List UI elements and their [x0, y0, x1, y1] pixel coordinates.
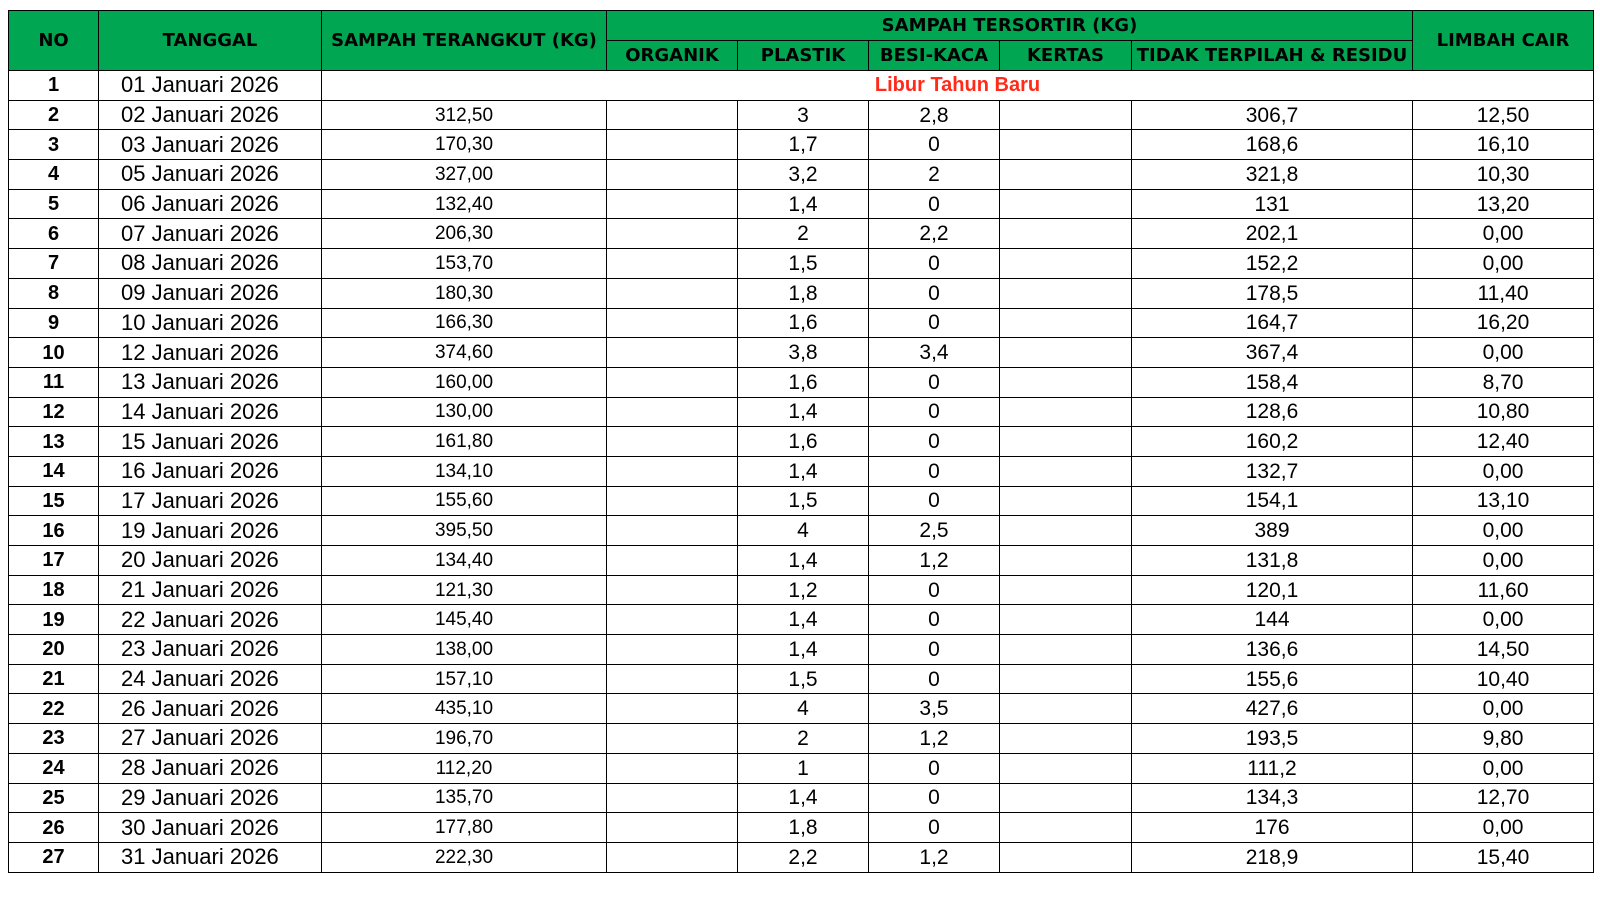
- cell-besi-kaca: 0: [869, 456, 1000, 486]
- cell-organik: [607, 249, 738, 279]
- table-row: [9, 842, 1594, 872]
- cell-kertas: [1000, 397, 1132, 427]
- cell-limbah-cair: 0,00: [1413, 546, 1594, 576]
- cell-besi-kaca: 0: [869, 130, 1000, 160]
- cell-no: 11: [9, 367, 99, 397]
- cell-terangkut: 395,50: [322, 516, 607, 546]
- cell-limbah-cair: 11,40: [1413, 278, 1594, 308]
- table-row: [9, 100, 1594, 130]
- cell-besi-kaca: 0: [869, 427, 1000, 457]
- table-body: [9, 71, 1594, 873]
- cell-tanggal: 19 Januari 2026: [99, 516, 322, 546]
- cell-residu: 202,1: [1132, 219, 1413, 249]
- cell-limbah-cair: 0,00: [1413, 813, 1594, 843]
- cell-residu: 389: [1132, 516, 1413, 546]
- cell-terangkut: 312,50: [322, 100, 607, 130]
- cell-tanggal: 24 Januari 2026: [99, 664, 322, 694]
- table-row: [9, 694, 1594, 724]
- cell-terangkut: 170,30: [322, 130, 607, 160]
- cell-organik: [607, 842, 738, 872]
- cell-besi-kaca: 0: [869, 605, 1000, 635]
- cell-besi-kaca: 1,2: [869, 724, 1000, 754]
- cell-tanggal: 16 Januari 2026: [99, 456, 322, 486]
- cell-organik: [607, 219, 738, 249]
- cell-organik: [607, 813, 738, 843]
- header-no: NO: [9, 11, 99, 71]
- cell-kertas: [1000, 456, 1132, 486]
- cell-terangkut: 435,10: [322, 694, 607, 724]
- cell-residu: 154,1: [1132, 486, 1413, 516]
- cell-besi-kaca: 1,2: [869, 842, 1000, 872]
- cell-kertas: [1000, 100, 1132, 130]
- cell-tanggal: 10 Januari 2026: [99, 308, 322, 338]
- table-row: [9, 160, 1594, 190]
- cell-kertas: [1000, 486, 1132, 516]
- cell-plastik: 1,5: [738, 486, 869, 516]
- cell-residu: 136,6: [1132, 635, 1413, 665]
- table-row: [9, 486, 1594, 516]
- cell-plastik: 3,8: [738, 338, 869, 368]
- cell-no: 10: [9, 338, 99, 368]
- table-row: [9, 783, 1594, 813]
- cell-organik: [607, 486, 738, 516]
- cell-besi-kaca: 0: [869, 278, 1000, 308]
- cell-kertas: [1000, 130, 1132, 160]
- cell-tanggal: 23 Januari 2026: [99, 635, 322, 665]
- cell-terangkut: 153,70: [322, 249, 607, 279]
- cell-besi-kaca: 0: [869, 813, 1000, 843]
- cell-no: 9: [9, 308, 99, 338]
- table-header: [9, 11, 1594, 71]
- cell-organik: [607, 516, 738, 546]
- cell-besi-kaca: 2,2: [869, 219, 1000, 249]
- cell-terangkut: 160,00: [322, 367, 607, 397]
- cell-residu: 321,8: [1132, 160, 1413, 190]
- cell-tanggal: 14 Januari 2026: [99, 397, 322, 427]
- cell-residu: 132,7: [1132, 456, 1413, 486]
- cell-organik: [607, 546, 738, 576]
- table-row: [9, 427, 1594, 457]
- cell-plastik: 1,4: [738, 189, 869, 219]
- cell-tanggal: 29 Januari 2026: [99, 783, 322, 813]
- cell-tanggal: 30 Januari 2026: [99, 813, 322, 843]
- cell-terangkut: 132,40: [322, 189, 607, 219]
- cell-plastik: 4: [738, 694, 869, 724]
- cell-kertas: [1000, 813, 1132, 843]
- cell-besi-kaca: 0: [869, 189, 1000, 219]
- header-organik: ORGANIK: [607, 41, 738, 71]
- cell-kertas: [1000, 664, 1132, 694]
- cell-plastik: 2: [738, 219, 869, 249]
- cell-tanggal: 03 Januari 2026: [99, 130, 322, 160]
- table-row: [9, 635, 1594, 665]
- cell-limbah-cair: 9,80: [1413, 724, 1594, 754]
- cell-kertas: [1000, 842, 1132, 872]
- cell-tanggal: 15 Januari 2026: [99, 427, 322, 457]
- table-row: [9, 219, 1594, 249]
- cell-organik: [607, 278, 738, 308]
- cell-residu: 160,2: [1132, 427, 1413, 457]
- cell-no: 21: [9, 664, 99, 694]
- table-row: [9, 813, 1594, 843]
- header-besi-kaca: BESI-KACA: [869, 41, 1000, 71]
- cell-residu: 168,6: [1132, 130, 1413, 160]
- cell-residu: 111,2: [1132, 753, 1413, 783]
- cell-residu: 218,9: [1132, 842, 1413, 872]
- cell-residu: 131,8: [1132, 546, 1413, 576]
- cell-limbah-cair: 0,00: [1413, 456, 1594, 486]
- cell-besi-kaca: 0: [869, 486, 1000, 516]
- table-row: [9, 308, 1594, 338]
- cell-terangkut: 134,10: [322, 456, 607, 486]
- header-tersortir: SAMPAH TERSORTIR (KG): [607, 11, 1413, 41]
- cell-tanggal: 26 Januari 2026: [99, 694, 322, 724]
- cell-no: 8: [9, 278, 99, 308]
- cell-plastik: 1,8: [738, 278, 869, 308]
- table-row: [9, 664, 1594, 694]
- cell-plastik: 1,5: [738, 249, 869, 279]
- cell-kertas: [1000, 605, 1132, 635]
- table-row: [9, 130, 1594, 160]
- cell-no: 12: [9, 397, 99, 427]
- cell-no: 25: [9, 783, 99, 813]
- cell-kertas: [1000, 516, 1132, 546]
- table-row: [9, 367, 1594, 397]
- cell-besi-kaca: 0: [869, 783, 1000, 813]
- cell-limbah-cair: 10,30: [1413, 160, 1594, 190]
- cell-limbah-cair: 0,00: [1413, 605, 1594, 635]
- cell-no: 18: [9, 575, 99, 605]
- cell-residu: 158,4: [1132, 367, 1413, 397]
- cell-limbah-cair: 8,70: [1413, 367, 1594, 397]
- cell-plastik: 1,4: [738, 546, 869, 576]
- cell-residu: 144: [1132, 605, 1413, 635]
- table-row: [9, 605, 1594, 635]
- cell-no: 19: [9, 605, 99, 635]
- cell-kertas: [1000, 575, 1132, 605]
- cell-limbah-cair: 12,50: [1413, 100, 1594, 130]
- cell-plastik: 3: [738, 100, 869, 130]
- cell-no: 1: [9, 71, 99, 101]
- cell-no: 27: [9, 842, 99, 872]
- table-row: [9, 516, 1594, 546]
- cell-tanggal: 20 Januari 2026: [99, 546, 322, 576]
- cell-residu: 427,6: [1132, 694, 1413, 724]
- cell-residu: 155,6: [1132, 664, 1413, 694]
- cell-tanggal: 13 Januari 2026: [99, 367, 322, 397]
- cell-residu: 120,1: [1132, 575, 1413, 605]
- cell-plastik: 2,2: [738, 842, 869, 872]
- cell-no: 22: [9, 694, 99, 724]
- cell-terangkut: 112,20: [322, 753, 607, 783]
- cell-residu: 152,2: [1132, 249, 1413, 279]
- cell-besi-kaca: 0: [869, 753, 1000, 783]
- cell-tanggal: 27 Januari 2026: [99, 724, 322, 754]
- cell-residu: 131: [1132, 189, 1413, 219]
- cell-tanggal: 28 Januari 2026: [99, 753, 322, 783]
- cell-kertas: [1000, 278, 1132, 308]
- cell-besi-kaca: 0: [869, 635, 1000, 665]
- cell-plastik: 1,6: [738, 308, 869, 338]
- cell-terangkut: 222,30: [322, 842, 607, 872]
- cell-no: 7: [9, 249, 99, 279]
- cell-besi-kaca: 3,5: [869, 694, 1000, 724]
- cell-terangkut: 121,30: [322, 575, 607, 605]
- cell-kertas: [1000, 546, 1132, 576]
- cell-no: 16: [9, 516, 99, 546]
- waste-table: [8, 10, 1594, 873]
- cell-besi-kaca: 0: [869, 249, 1000, 279]
- table-row: [9, 724, 1594, 754]
- cell-plastik: 1,6: [738, 367, 869, 397]
- table-row-holiday: [9, 71, 1594, 101]
- cell-besi-kaca: 2,8: [869, 100, 1000, 130]
- cell-plastik: 1,2: [738, 575, 869, 605]
- cell-plastik: 1,5: [738, 664, 869, 694]
- cell-kertas: [1000, 427, 1132, 457]
- cell-besi-kaca: 0: [869, 575, 1000, 605]
- cell-limbah-cair: 0,00: [1413, 249, 1594, 279]
- cell-limbah-cair: 0,00: [1413, 694, 1594, 724]
- table-row: [9, 189, 1594, 219]
- cell-residu: 164,7: [1132, 308, 1413, 338]
- table-row: [9, 546, 1594, 576]
- cell-no: 4: [9, 160, 99, 190]
- cell-tanggal: 08 Januari 2026: [99, 249, 322, 279]
- cell-residu: 176: [1132, 813, 1413, 843]
- cell-organik: [607, 694, 738, 724]
- cell-organik: [607, 456, 738, 486]
- cell-besi-kaca: 1,2: [869, 546, 1000, 576]
- cell-organik: [607, 724, 738, 754]
- cell-limbah-cair: 13,10: [1413, 486, 1594, 516]
- cell-no: 2: [9, 100, 99, 130]
- cell-kertas: [1000, 338, 1132, 368]
- cell-no: 20: [9, 635, 99, 665]
- cell-terangkut: 196,70: [322, 724, 607, 754]
- cell-organik: [607, 338, 738, 368]
- cell-terangkut: 166,30: [322, 308, 607, 338]
- cell-organik: [607, 427, 738, 457]
- cell-organik: [607, 664, 738, 694]
- cell-organik: [607, 783, 738, 813]
- cell-limbah-cair: 13,20: [1413, 189, 1594, 219]
- cell-limbah-cair: 0,00: [1413, 753, 1594, 783]
- holiday-label: Libur Tahun Baru: [322, 71, 1594, 101]
- cell-kertas: [1000, 160, 1132, 190]
- cell-no: 24: [9, 753, 99, 783]
- cell-terangkut: 177,80: [322, 813, 607, 843]
- cell-no: 14: [9, 456, 99, 486]
- cell-limbah-cair: 0,00: [1413, 219, 1594, 249]
- cell-besi-kaca: 0: [869, 367, 1000, 397]
- cell-limbah-cair: 14,50: [1413, 635, 1594, 665]
- cell-limbah-cair: 10,80: [1413, 397, 1594, 427]
- cell-organik: [607, 397, 738, 427]
- cell-kertas: [1000, 783, 1132, 813]
- cell-residu: 193,5: [1132, 724, 1413, 754]
- cell-no: 6: [9, 219, 99, 249]
- cell-plastik: 2: [738, 724, 869, 754]
- cell-no: 3: [9, 130, 99, 160]
- table-row: [9, 575, 1594, 605]
- cell-limbah-cair: 0,00: [1413, 516, 1594, 546]
- cell-plastik: 4: [738, 516, 869, 546]
- cell-besi-kaca: 0: [869, 397, 1000, 427]
- cell-plastik: 3,2: [738, 160, 869, 190]
- cell-terangkut: 374,60: [322, 338, 607, 368]
- cell-organik: [607, 605, 738, 635]
- cell-organik: [607, 753, 738, 783]
- cell-tanggal: 09 Januari 2026: [99, 278, 322, 308]
- cell-tanggal: 31 Januari 2026: [99, 842, 322, 872]
- table-row: [9, 278, 1594, 308]
- header-terangkut: SAMPAH TERANGKUT (KG): [322, 11, 607, 71]
- cell-kertas: [1000, 635, 1132, 665]
- cell-kertas: [1000, 694, 1132, 724]
- table-row: [9, 753, 1594, 783]
- cell-kertas: [1000, 308, 1132, 338]
- cell-organik: [607, 367, 738, 397]
- cell-kertas: [1000, 219, 1132, 249]
- cell-terangkut: 157,10: [322, 664, 607, 694]
- header-limbah-cair: LIMBAH CAIR: [1413, 11, 1594, 71]
- cell-no: 13: [9, 427, 99, 457]
- cell-plastik: 1,4: [738, 397, 869, 427]
- cell-tanggal: 06 Januari 2026: [99, 189, 322, 219]
- cell-organik: [607, 130, 738, 160]
- cell-terangkut: 206,30: [322, 219, 607, 249]
- cell-tanggal: 05 Januari 2026: [99, 160, 322, 190]
- cell-no: 23: [9, 724, 99, 754]
- cell-residu: 128,6: [1132, 397, 1413, 427]
- cell-organik: [607, 575, 738, 605]
- cell-plastik: 1: [738, 753, 869, 783]
- cell-plastik: 1,4: [738, 635, 869, 665]
- cell-no: 15: [9, 486, 99, 516]
- cell-organik: [607, 189, 738, 219]
- table-row: [9, 456, 1594, 486]
- cell-organik: [607, 160, 738, 190]
- cell-tanggal: 02 Januari 2026: [99, 100, 322, 130]
- cell-besi-kaca: 2,5: [869, 516, 1000, 546]
- cell-plastik: 1,7: [738, 130, 869, 160]
- cell-kertas: [1000, 724, 1132, 754]
- cell-terangkut: 327,00: [322, 160, 607, 190]
- cell-terangkut: 155,60: [322, 486, 607, 516]
- table-row: [9, 249, 1594, 279]
- cell-tanggal: 22 Januari 2026: [99, 605, 322, 635]
- cell-terangkut: 161,80: [322, 427, 607, 457]
- cell-plastik: 1,8: [738, 813, 869, 843]
- cell-limbah-cair: 16,10: [1413, 130, 1594, 160]
- cell-besi-kaca: 0: [869, 664, 1000, 694]
- cell-kertas: [1000, 189, 1132, 219]
- cell-residu: 306,7: [1132, 100, 1413, 130]
- cell-no: 26: [9, 813, 99, 843]
- cell-limbah-cair: 15,40: [1413, 842, 1594, 872]
- header-tanggal: TANGGAL: [99, 11, 322, 71]
- cell-besi-kaca: 0: [869, 308, 1000, 338]
- cell-limbah-cair: 12,40: [1413, 427, 1594, 457]
- cell-residu: 178,5: [1132, 278, 1413, 308]
- cell-residu: 134,3: [1132, 783, 1413, 813]
- cell-plastik: 1,6: [738, 427, 869, 457]
- cell-kertas: [1000, 367, 1132, 397]
- table-row: [9, 338, 1594, 368]
- cell-terangkut: 134,40: [322, 546, 607, 576]
- cell-tanggal: 01 Januari 2026: [99, 71, 322, 101]
- cell-limbah-cair: 0,00: [1413, 338, 1594, 368]
- cell-plastik: 1,4: [738, 456, 869, 486]
- cell-plastik: 1,4: [738, 605, 869, 635]
- cell-terangkut: 130,00: [322, 397, 607, 427]
- cell-organik: [607, 100, 738, 130]
- cell-plastik: 1,4: [738, 783, 869, 813]
- cell-besi-kaca: 2: [869, 160, 1000, 190]
- cell-terangkut: 145,40: [322, 605, 607, 635]
- header-kertas: KERTAS: [1000, 41, 1132, 71]
- cell-tanggal: 21 Januari 2026: [99, 575, 322, 605]
- cell-organik: [607, 635, 738, 665]
- cell-limbah-cair: 11,60: [1413, 575, 1594, 605]
- header-residu: TIDAK TERPILAH & RESIDU: [1132, 41, 1413, 71]
- cell-besi-kaca: 3,4: [869, 338, 1000, 368]
- cell-residu: 367,4: [1132, 338, 1413, 368]
- cell-terangkut: 180,30: [322, 278, 607, 308]
- cell-kertas: [1000, 249, 1132, 279]
- cell-terangkut: 138,00: [322, 635, 607, 665]
- cell-limbah-cair: 12,70: [1413, 783, 1594, 813]
- cell-tanggal: 12 Januari 2026: [99, 338, 322, 368]
- cell-kertas: [1000, 753, 1132, 783]
- cell-terangkut: 135,70: [322, 783, 607, 813]
- cell-limbah-cair: 10,40: [1413, 664, 1594, 694]
- header-plastik: PLASTIK: [738, 41, 869, 71]
- cell-limbah-cair: 16,20: [1413, 308, 1594, 338]
- cell-organik: [607, 308, 738, 338]
- cell-no: 5: [9, 189, 99, 219]
- cell-tanggal: 17 Januari 2026: [99, 486, 322, 516]
- cell-tanggal: 07 Januari 2026: [99, 219, 322, 249]
- cell-no: 17: [9, 546, 99, 576]
- table-row: [9, 397, 1594, 427]
